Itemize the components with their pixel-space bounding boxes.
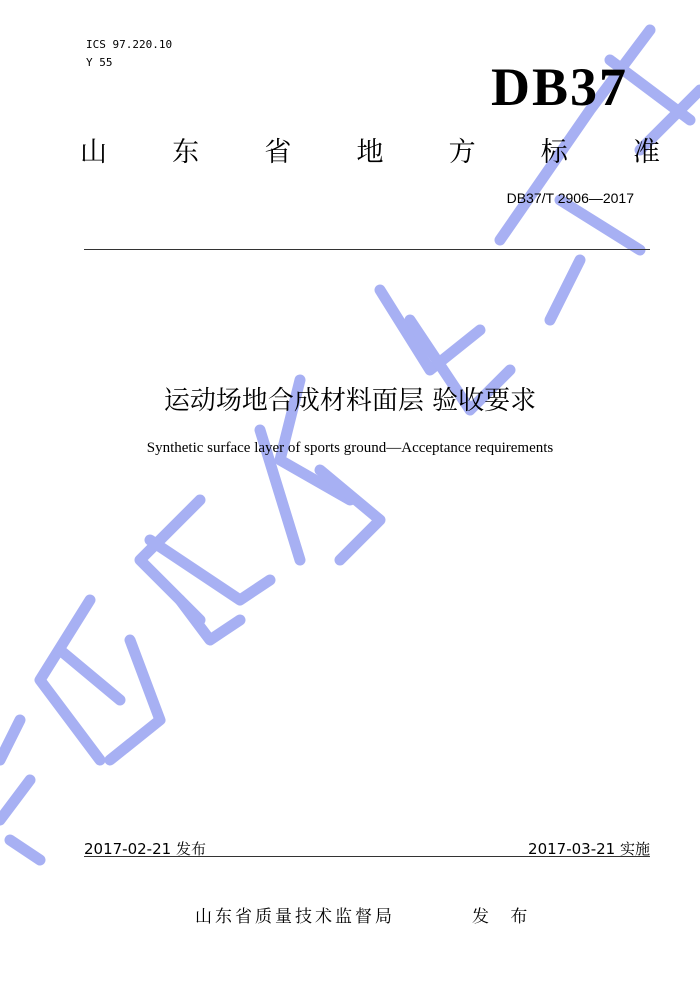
issue-action: 发 布 [472,907,536,927]
watermark-stroke [60,650,120,700]
issue-date: 2017-02-21 发布 [84,840,206,858]
category-code: Y 55 [86,56,113,69]
footer-divider [84,856,650,857]
standard-type-char: 山 [80,137,107,168]
title-english: Synthetic surface layer of sports ground—Acceptance requirements [146,440,554,456]
implement-date: 2017-03-21 实施 [528,840,650,858]
standard-type [80,130,660,169]
ics-code: ICS 97.220.10 [86,38,173,51]
standard-type-char: 地 [356,137,384,168]
title-chinese: 运动场地合成材料面层 验收要求 [163,386,537,416]
watermark-stroke [110,640,160,760]
watermark-stroke [320,470,380,560]
standard-type-char: 标 [540,137,568,168]
watermark-stroke [380,290,480,370]
standard-type-char: 准 [632,137,660,168]
watermark-stroke [40,600,100,760]
watermark-stroke [140,500,200,620]
watermark-stroke [550,260,580,320]
standard-number: DB37/T 2906—2017 [506,190,634,206]
watermark-stroke [180,600,240,640]
standard-type-char: 方 [448,137,476,168]
standard-type-char: 省 [264,137,292,168]
ics-code-block [86,36,172,72]
header-divider [84,249,650,250]
standard-type-char: 东 [172,137,200,168]
watermark-stroke [10,840,40,860]
db-code: DB37 [490,57,628,117]
watermark-stroke [560,200,640,250]
watermark-stroke [0,720,20,760]
watermark-stroke [150,540,270,600]
issuer-name: 山东省质量技术监督局 [195,907,395,927]
watermark-stroke [0,780,30,820]
